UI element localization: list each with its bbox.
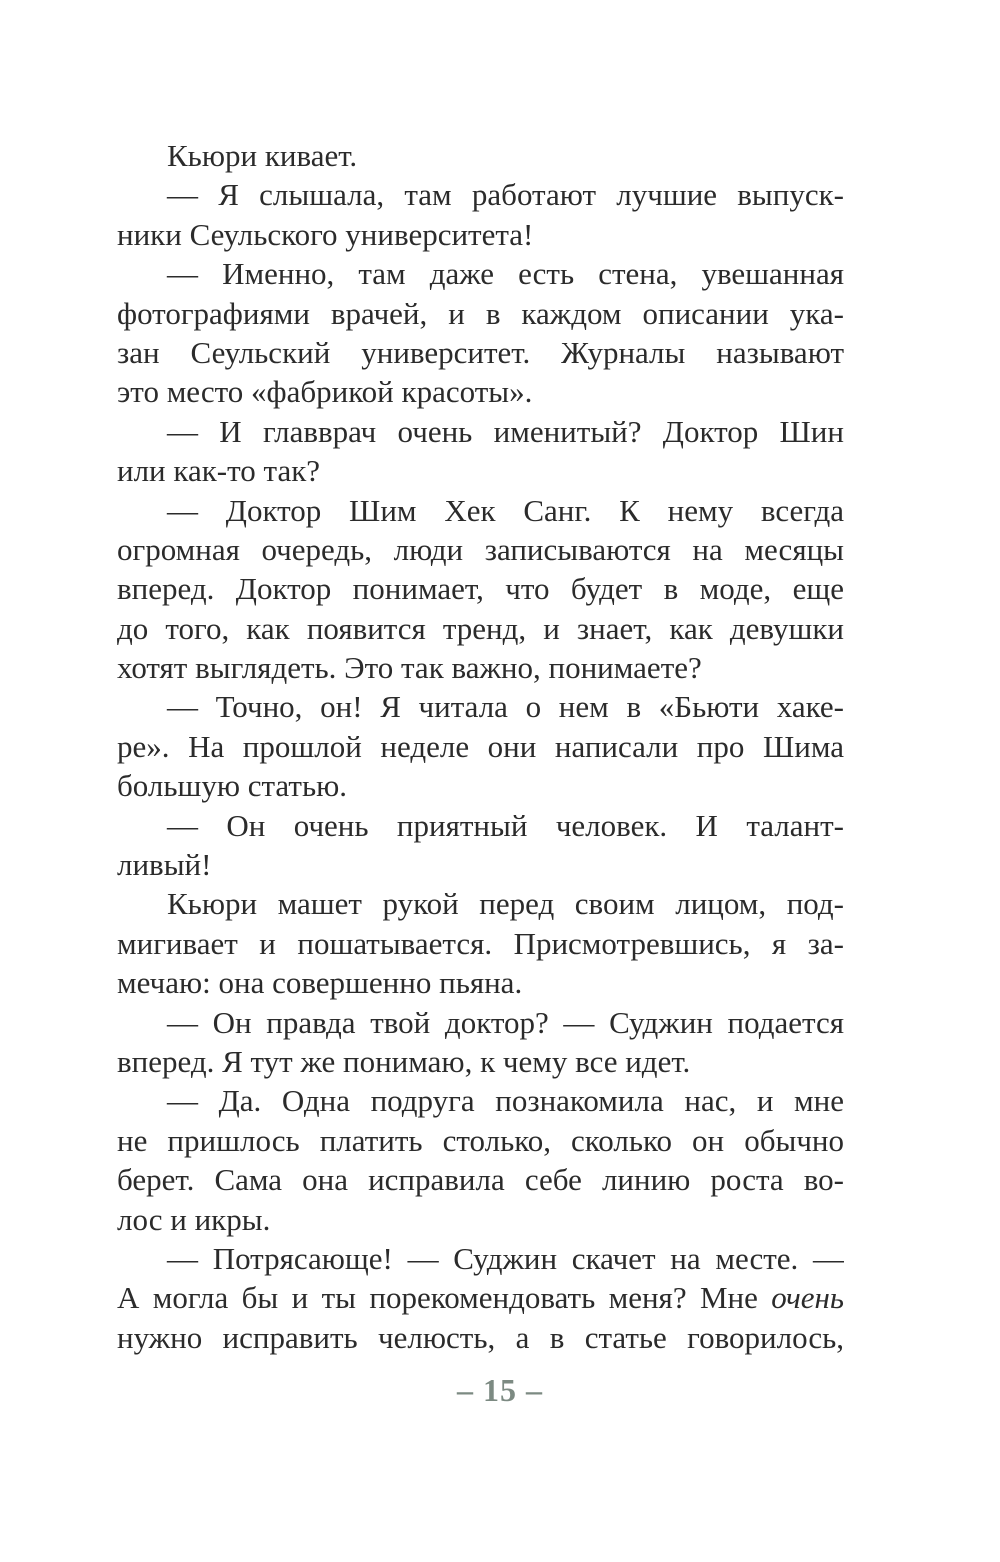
text-line-content: не пришлось платить столько, сколько он обычно (117, 1122, 844, 1158)
text-line (117, 254, 844, 293)
text-line (117, 1081, 844, 1120)
text-line-content: до того, как появится тренд, и знает, как девушки (117, 610, 844, 646)
text-line-content: нужно исправить челюсть, а в статье говорилось, (117, 1319, 844, 1355)
text-line-content: — Я слышала, там работают лучшие выпуск- (167, 177, 844, 213)
text-line (117, 491, 844, 530)
text-line-content: вперед. Я тут же понимаю, к чему все идет. (117, 1043, 691, 1079)
text-line (117, 727, 844, 766)
text-line (117, 412, 844, 451)
text-line-content: лос и икры. (117, 1201, 271, 1237)
text-line-content: берет. Сама она исправила себе линию роста во- (117, 1162, 844, 1198)
text-line-content: это место «фабрикой красоты». (117, 374, 533, 410)
text-line (117, 1121, 844, 1160)
italic-word: очень (771, 1280, 844, 1316)
text-line-content: ники Сеульского университета! (117, 216, 534, 252)
text-line-content: — Он очень приятный человек. И талант- (167, 807, 844, 843)
text-line (117, 884, 844, 923)
text-line (117, 1160, 844, 1199)
text-line-content: или как-то так? (117, 453, 321, 489)
text-line-content: вперед. Доктор понимает, что будет в моде, еще (117, 571, 844, 607)
text-line (117, 1200, 844, 1239)
text-line-content: фотографиями врачей, и в каждом описании ука- (117, 295, 844, 331)
text-line (117, 1318, 844, 1357)
text-line-content: — Он правда твой доктор? — Суджин подается (167, 1004, 844, 1040)
text-line-content: огромная очередь, люди записываются на месяцы (117, 531, 844, 567)
text-line (117, 1278, 844, 1317)
text-line (117, 1239, 844, 1278)
text-line-content: — Именно, там даже есть стена, увешанная (167, 256, 844, 292)
text-line (117, 136, 844, 175)
text-line-content: — Да. Одна подруга познакомила нас, и мне (167, 1083, 844, 1119)
page-text (117, 136, 844, 1357)
text-line (117, 333, 844, 372)
text-line (117, 963, 844, 1002)
text-line-content: ливый! (117, 847, 212, 883)
text-line-content: — Доктор Шим Хек Санг. К нему всегда (167, 492, 844, 528)
text-line-content: зан Сеульский университет. Журналы называют (117, 334, 844, 370)
text-line-content: хотят выглядеть. Это так важно, понимаете? (117, 650, 702, 686)
page-number: – 15 – (457, 1372, 543, 1408)
text-line (117, 806, 844, 845)
text-line (117, 175, 844, 214)
text-line (117, 766, 844, 805)
text-line (117, 530, 844, 569)
text-line (117, 1042, 844, 1081)
text-line (117, 451, 844, 490)
text-line-content: — Точно, он! Я читала о нем в «Бьюти хаке- (167, 689, 844, 725)
text-line (117, 924, 844, 963)
text-line (117, 609, 844, 648)
text-line-content: Кьюри кивает. (167, 138, 358, 173)
text-line (117, 845, 844, 884)
text-line (117, 1003, 844, 1042)
text-line (117, 687, 844, 726)
text-line-content: ре». На прошлой неделе они написали про Шима (117, 728, 844, 764)
text-line-content: мигивает и пошатывается. Присмотревшись, я за- (117, 925, 844, 961)
text-line (117, 294, 844, 333)
text-line (117, 215, 844, 254)
text-line-content: Кьюри машет рукой перед своим лицом, под- (167, 886, 844, 922)
text-line-content: большую статью. (117, 768, 347, 804)
text-line-content: мечаю: она совершенно пьяна. (117, 965, 523, 1001)
text-line (117, 372, 844, 411)
text-line (117, 569, 844, 608)
text-line-content: А могла бы и ты порекомендовать меня? Мне (117, 1280, 772, 1316)
text-line-content: — Потрясающе! — Суджин скачет на месте. — (167, 1240, 844, 1276)
text-line-content: — И главврач очень именитый? Доктор Шин (167, 413, 844, 449)
text-line (117, 648, 844, 687)
